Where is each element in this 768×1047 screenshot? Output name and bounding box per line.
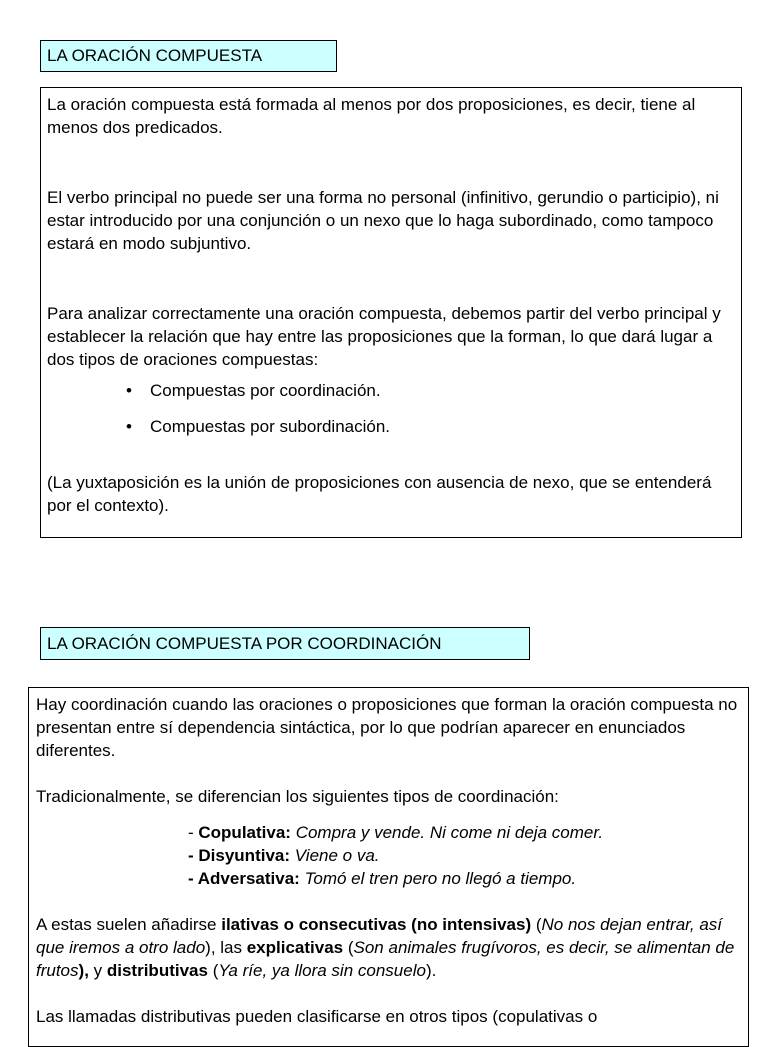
type-label: Adversativa: — [197, 869, 300, 888]
type-label: Disyuntiva: — [198, 846, 291, 865]
list-item-text: Compuestas por subordinación. — [150, 417, 391, 436]
definition-box — [40, 87, 742, 538]
type-label: Copulativa: — [198, 823, 291, 842]
paragraph-distributive-note: Las llamadas distributivas pueden clasificarse en otros tipos (copulativas o — [36, 1007, 598, 1026]
type-example: Viene o va. — [294, 846, 380, 865]
list-item: - Disyuntiva: Viene o va. — [188, 846, 380, 865]
section-heading-coordinacion — [40, 627, 530, 660]
paragraph-coordination-definition: Hay coordinación cuando las oraciones o proposiciones que forman la oración compuesta no presentan entre sí dependencia sintáctica, por lo que podrían aparecer en enunciados diferentes. — [36, 695, 738, 760]
type-example: Tomó el tren pero no llegó a tiempo. — [304, 869, 577, 888]
section-heading-oracion-compuesta — [40, 40, 337, 72]
list-item-text: Compuestas por coordinación. — [150, 381, 381, 400]
paragraph-additional-types: A estas suelen añadirse ilativas o consecutivas (no intensivas) (No nos dejan entrar, así que iremos a otro lado), las explicativas (Son animales frugívoros, es decir, se alimentan de frutos), y distributivas (Ya ríe, ya llora sin consuelo). — [36, 915, 735, 980]
bullet-icon: • — [126, 417, 132, 436]
bullet-icon: • — [126, 381, 132, 400]
paragraph-main-verb: El verbo principal no puede ser una forma no personal (infinitivo, gerundio o participio), ni estar introducido por una conjunción o un nexo que lo haga subordinado, como tampoco estará en modo subjuntivo. — [47, 188, 719, 253]
list-item — [126, 379, 733, 402]
paragraph-analysis: Para analizar correctamente una oración compuesta, debemos partir del verbo principal y establecer la relación que hay entre las proposiciones que la forman, lo que dará lugar a dos tipos de oraciones compuestas: — [47, 304, 721, 369]
paragraph-definition: La oración compuesta está formada al menos por dos proposiciones, es decir, tiene al menos dos predicados. — [47, 95, 696, 137]
paragraph-yuxtaposicion: (La yuxtaposición es la unión de proposiciones con ausencia de nexo, que se entenderá por el contexto). — [47, 473, 712, 515]
coordination-box — [28, 687, 749, 1047]
section-heading-text: LA ORACIÓN COMPUESTA — [47, 46, 263, 65]
section-heading-text: LA ORACIÓN COMPUESTA POR COORDINACIÓN — [47, 634, 442, 653]
type-example: Compra y vende. Ni come ni deja comer. — [295, 823, 604, 842]
list-item: - Copulativa: Compra y vende. Ni come ni deja comer. — [188, 823, 604, 842]
coordination-types-list — [36, 821, 740, 890]
types-list — [47, 379, 733, 438]
list-item — [126, 415, 733, 438]
paragraph-coordination-types-intro: Tradicionalmente, se diferencian los siguientes tipos de coordinación: — [36, 787, 559, 806]
list-item: - Adversativa: Tomó el tren pero no llegó a tiempo. — [188, 869, 577, 888]
